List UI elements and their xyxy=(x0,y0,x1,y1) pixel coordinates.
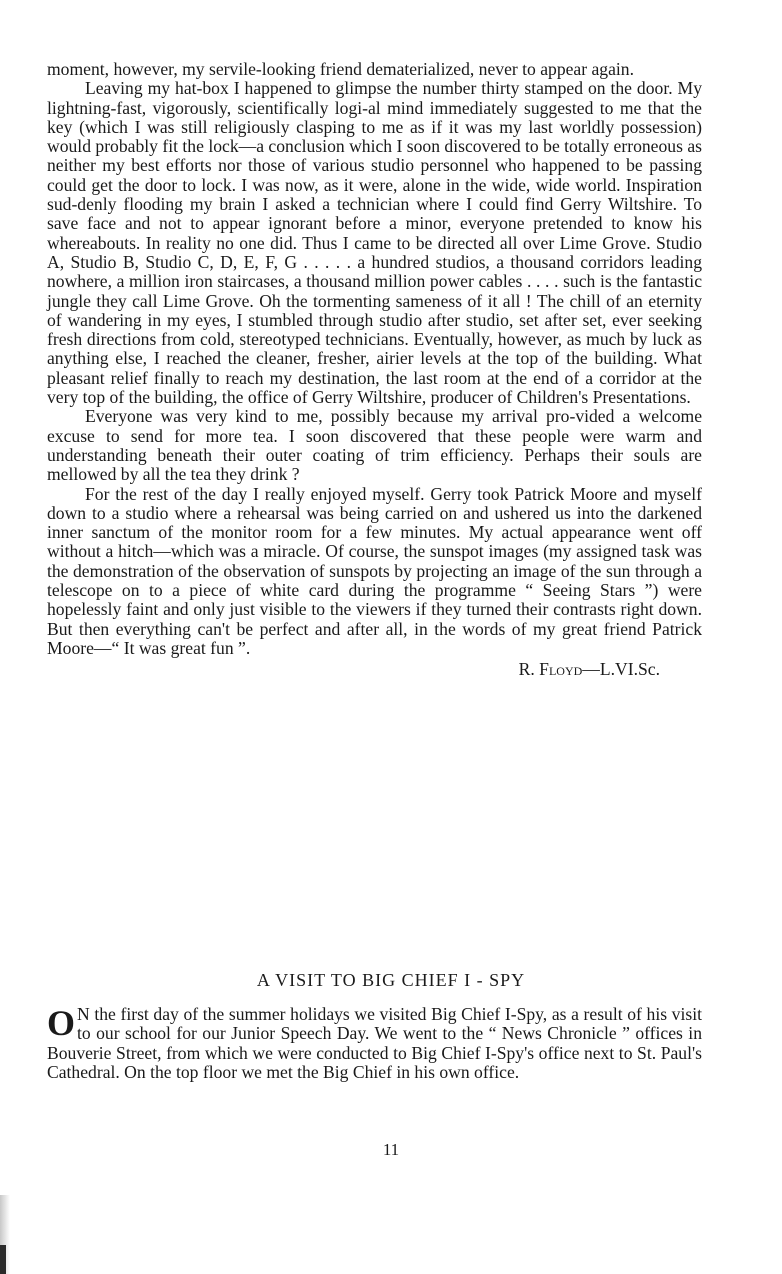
drop-cap: O xyxy=(47,1003,76,1043)
article2-text: N the first day of the summer holidays we visited Big Chief I-Spy, as a result of his visit to our school for our Junior Speech Day. We went to the “ News Chronicle ” offices in Bouverie Street, from which we were conducted to Big Chief I-Spy's office next to St. Paul's Cathedral. On the top floor we met the Big Chief in his own office. xyxy=(47,1004,702,1082)
signature-form: —L.VI.Sc. xyxy=(582,659,660,680)
paragraph-1: moment, however, my servile-looking friend dematerialized, never to appear again. xyxy=(47,59,634,79)
scan-edge-mark xyxy=(0,1245,6,1274)
paragraph-4: For the rest of the day I really enjoyed myself. Gerry took Patrick Moore and myself down to a studio where a rehearsal was being carried on and ushered us into the darkened inner sanctum of the monitor room for a few minutes. My actual appearance went off without a hitch—which was a miracle. Of course, the sunspot images (my assigned task was the demonstration of the observation of sunspots by projecting an image of the sun through a telescope on to a piece of white card during the programme “ Seeing Stars ”) were hopelessly faint and only just visible to the viewers if they turned their contrasts right down. But then everything can't be perfect and after all, in the words of my great friend Patrick Moore—“ It was great fun ”. xyxy=(47,483,702,658)
page-number: 11 xyxy=(382,1140,400,1159)
paragraph-3: Everyone was very kind to me, possibly because my arrival pro-vided a welcome excuse to send for more tea. I soon discovered that these people were warm and understanding beneath their outer coating of trim efficiency. Perhaps their souls are mellowed by all the tea they drink ? xyxy=(47,406,702,485)
article2-paragraph xyxy=(47,1005,702,1082)
author-signature xyxy=(47,660,702,679)
article-title: A VISIT TO BIG CHIEF I - SPY xyxy=(256,970,526,990)
article-big-chief xyxy=(47,1005,702,1082)
signature-name: Floyd xyxy=(539,659,583,680)
signature-initial: R. xyxy=(518,659,540,680)
paragraph-2: Leaving my hat-box I happened to glimpse the number thirty stamped on the door. My lightning-fast, vigorously, scientifically logi-al mind immediately suggested to me that the key (which I was still religiously clasping to me as if it was my last worldly possession) would probably fit the lock—a conclusion which I soon discovered to be totally erroneous as neither my best efforts nor those of various studio personnel who happened to be passing could get the door to lock. I was now, as it were, alone in the wide, wide world. Inspiration sud-denly flooding my brain I asked a technician where I could find Gerry Wiltshire. To save face and not to appear ignorant before a minor, everyone pretended to know his whereabouts. In reality no one did. Thus I came to be directed all over Lime Grove. Studio A, Studio B, Studio C, D, E, F, G . . . . . a hundred studios, a thousand corridors leading nowhere, a million iron staircases, a thousand million power cables . . . . such is the fantastic jungle they call Lime Grove. Oh the tormenting sameness of it all ! The chill of an eternity of wandering in my eyes, I stumbled through studio after studio, set after set, ever seeking fresh directions from cold, stereotyped technicians. Eventually, however, as much by luck as anything else, I reached the cleaner, fresher, airier levels at the top of the building. What pleasant relief finally to reach my destination, the last room at the end of a corridor at the very top of the building, the office of Gerry Wiltshire, producer of Children's Presentations. xyxy=(47,78,702,408)
article-lime-grove xyxy=(47,60,702,680)
